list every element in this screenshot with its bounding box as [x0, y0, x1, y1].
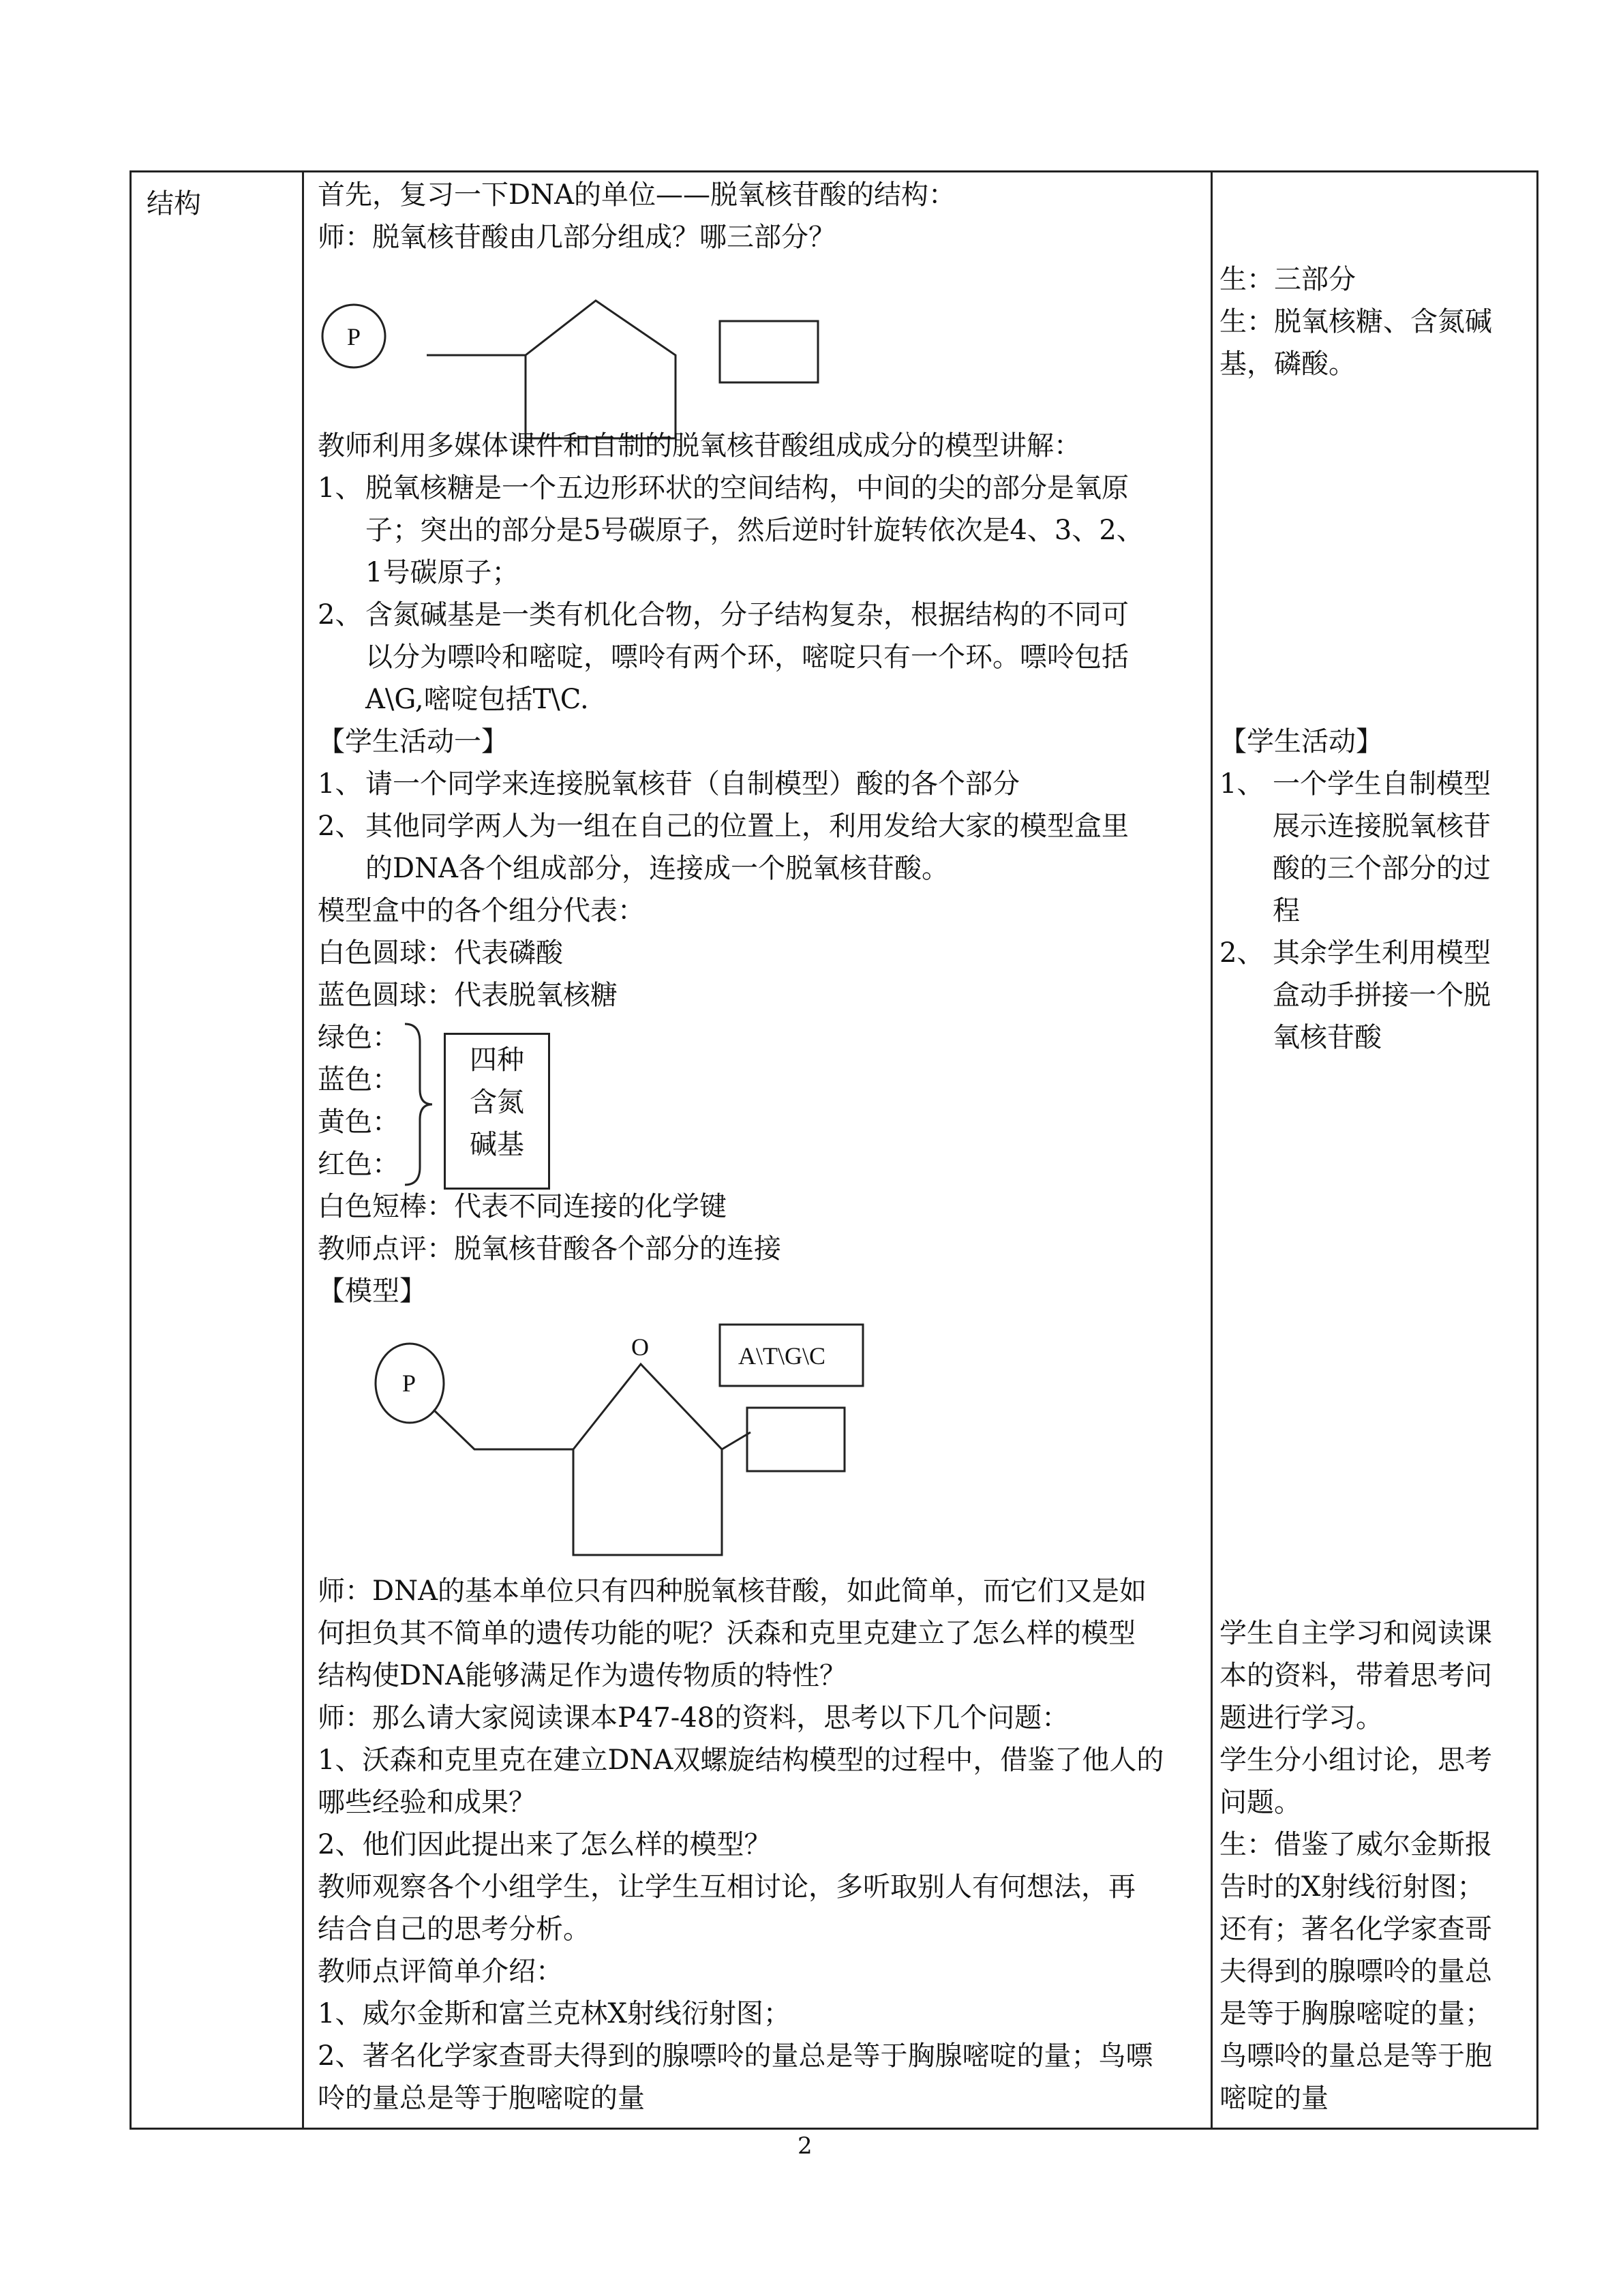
student-answer: 基，磷酸。: [1219, 348, 1356, 380]
paragraph-line: 结合自己的思考分析。: [318, 1914, 590, 1945]
student-act1-line: 一个学生自制模型: [1273, 768, 1491, 800]
activity1-text: 请一个同学来连接脱氧核苷（自制模型）酸的各个部分: [365, 768, 1020, 800]
page-number: 2: [798, 2132, 813, 2160]
student-act2-line: 氧核苷酸: [1273, 1022, 1382, 1053]
activity2-number: 2、: [318, 811, 363, 842]
student-act1-line: 程: [1273, 895, 1300, 926]
paragraph-line: 2、著名化学家查哥夫得到的腺嘌呤的量总是等于胸腺嘧啶的量；鸟嘌: [318, 2040, 1153, 2072]
paragraph-line: 何担负其不简单的遗传功能的呢？沃森和克里克建立了怎么样的模型: [318, 1618, 1136, 1649]
teacher-question: 师：脱氧核苷酸由几部分组成？哪三部分？: [318, 222, 836, 253]
nucleotide-model-diagram: [304, 172, 1211, 1604]
student-study-line: 问题。: [1219, 1787, 1301, 1818]
student-answer: 生：脱氧核糖、含氮碱: [1219, 306, 1492, 337]
bases-box-line: 四种: [470, 1044, 524, 1076]
phosphate-bond: [434, 1410, 573, 1449]
paragraph-line: 教师点评简单介绍：: [318, 1956, 563, 1987]
bases-box-line: 碱基: [470, 1129, 524, 1160]
point2-line: 以分为嘌呤和嘧啶，嘌呤有两个环，嘧啶只有一个环。嘌呤包括: [365, 641, 1129, 673]
paragraph-line: 师：那么请大家阅读课本P47-48的资料，思考以下几个问题：: [318, 1702, 1070, 1734]
student-study-line: 本的资料，带着思考问: [1219, 1660, 1492, 1691]
activity2-line: 其他同学两人为一组在自己的位置上，利用发给大家的模型盒里: [365, 811, 1129, 842]
teacher-comment: 教师点评：脱氧核苷酸各个部分的连接: [318, 1233, 781, 1265]
blue-ball-line: 蓝色圆球：代表脱氧核糖: [318, 980, 618, 1011]
paragraph-line: 师：DNA的基本单位只有四种脱氧核苷酸，如此简单，而它们又是如: [318, 1575, 1147, 1607]
point1-number: 1、: [318, 472, 363, 504]
point1-line: 子；突出的部分是5号碳原子，然后逆时针旋转依次是4、3、2、: [365, 515, 1144, 546]
paragraph-line: 呤的量总是等于胞嘧啶的量: [318, 2083, 645, 2114]
bases-label: A\T\G\C: [738, 1342, 826, 1370]
section-cell: [131, 172, 303, 2129]
paragraph-line: 1、威尔金斯和富兰克林X射线衍射图；: [318, 1998, 791, 2029]
student-study-line: 告时的X射线衍射图；: [1219, 1871, 1485, 1903]
paragraph-line: 结构使DNA能够满足作为遗传物质的特性？: [318, 1660, 847, 1691]
paragraph-line: 1、沃森和克里克在建立DNA双螺旋结构模型的过程中，借鉴了他人的: [318, 1744, 1164, 1776]
deoxyribose-pentagon: [573, 1364, 722, 1555]
student-study-line: 生：借鉴了威尔金斯报: [1219, 1829, 1492, 1860]
student-study-line: 夫得到的腺嘌呤的量总: [1219, 1956, 1492, 1987]
explain-intro: 教师利用多媒体课件和自制的脱氧核苷酸组成成分的模型讲解：: [318, 430, 1081, 462]
point2-line: A\G,嘧啶包括T\C.: [365, 684, 589, 715]
paragraph-line: 2、他们因此提出来了怎么样的模型？: [318, 1829, 772, 1860]
student-study-line: 鸟嘌呤的量总是等于胞: [1219, 2040, 1492, 2072]
student-act2-line: 其余学生利用模型: [1273, 937, 1491, 969]
point2-line: 含氮碱基是一类有机化合物，分子结构复杂，根据结构的不同可: [365, 599, 1129, 631]
phosphate-label: P: [347, 323, 361, 350]
activity1-number: 1、: [318, 768, 363, 800]
point1-line: 1号碳原子；: [365, 557, 519, 588]
white-stick-line: 白色短棒：代表不同连接的化学键: [318, 1191, 727, 1222]
student-study-line: 嘧啶的量: [1219, 2083, 1329, 2114]
student-content-cell: [1212, 172, 1538, 2129]
activity2-line: 的DNA各个组成部分，连接成一个脱氧核苷酸。: [365, 853, 949, 884]
student-study-line: 学生分小组讨论，思考: [1219, 1744, 1492, 1776]
student-study-line: 学生自主学习和阅读课: [1219, 1618, 1492, 1649]
paragraph-line: 哪些经验和成果？: [318, 1787, 536, 1818]
teacher-content-cell: [303, 172, 1212, 2129]
phosphate-label: P: [402, 1370, 416, 1397]
student-act1-line: 展示连接脱氧核苷: [1273, 811, 1491, 842]
student-study-line: 还有；著名化学家查哥: [1219, 1914, 1492, 1945]
point1-line: 脱氧核糖是一个五边形环状的空间结构，中间的尖的部分是氧原: [365, 472, 1129, 504]
section-label: 结构: [147, 188, 201, 220]
oxygen-label: O: [631, 1333, 649, 1361]
student-act1-line: 酸的三个部分的过: [1273, 853, 1491, 884]
base-rectangle: [747, 1408, 845, 1471]
box-intro: 模型盒中的各个组分代表：: [318, 895, 645, 926]
paragraph-line: 教师观察各个小组学生，让学生互相讨论，多听取别人有何想法，再: [318, 1871, 1136, 1903]
white-ball-line: 白色圆球：代表磷酸: [318, 937, 563, 969]
model-title: 【模型】: [318, 1275, 427, 1307]
student-act2-line: 盒动手拼接一个脱: [1273, 980, 1491, 1011]
activity-title: 【学生活动一】: [318, 726, 509, 757]
student-act1-number: 1、: [1219, 768, 1264, 800]
student-act2-number: 2、: [1219, 937, 1264, 969]
student-study-line: 是等于胸腺嘧啶的量；: [1219, 1998, 1492, 2029]
color-label: 红色：: [318, 1149, 399, 1180]
intro-line: 首先，复习一下DNA的单位——脱氧核苷酸的结构：: [318, 179, 956, 211]
lesson-table: [130, 170, 1538, 2130]
student-activity-title: 【学生活动】: [1219, 726, 1383, 757]
bases-box-line: 含氮: [470, 1087, 524, 1118]
color-label: 黄色：: [318, 1106, 399, 1138]
student-answer: 生：三部分: [1219, 264, 1356, 295]
point2-number: 2、: [318, 599, 363, 631]
student-study-line: 题进行学习。: [1219, 1702, 1383, 1734]
color-label: 绿色：: [318, 1022, 399, 1053]
color-label: 蓝色：: [318, 1064, 399, 1096]
